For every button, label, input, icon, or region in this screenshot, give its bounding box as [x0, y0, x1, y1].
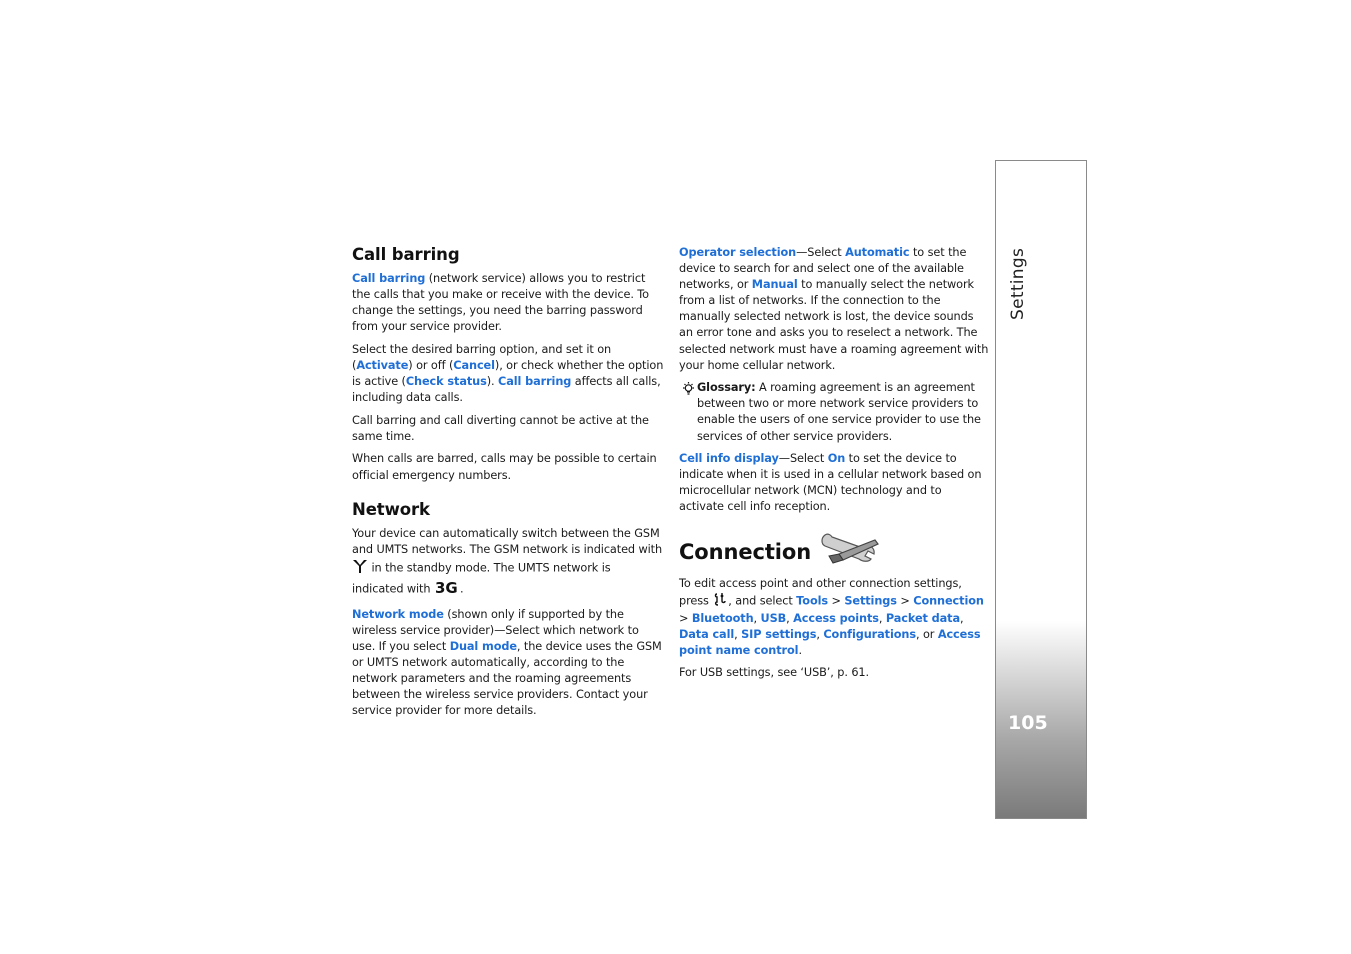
keyword-check-status: Check status — [405, 375, 487, 389]
separator: , or — [915, 627, 938, 641]
connection-paragraph-2: For USB settings, see ‘USB’, p. 61. — [679, 666, 870, 680]
text: —Select — [778, 452, 828, 466]
keyword-configurations: Configurations — [823, 627, 916, 641]
keyword-on: On — [827, 452, 846, 466]
text: (network service) allows you to restrict the calls that you make or receive with the device. To change the settings, you need the barring password from your service provider. — [352, 272, 649, 334]
call-barring-paragraph-3: Call barring and call diverting cannot be active at the same time. — [352, 413, 649, 443]
keyword-sip-settings: SIP settings — [741, 627, 817, 641]
keyword-data-call: Data call — [679, 627, 735, 641]
text: to set the device to search for and select one of the available networks, or — [679, 246, 967, 292]
text: affects all calls, including data calls. — [352, 375, 661, 405]
separator: , — [734, 627, 742, 641]
separator: > — [896, 594, 914, 608]
connection-paragraph-1 — [679, 576, 989, 659]
separator: , — [753, 611, 761, 625]
page-number: 105 — [1008, 712, 1048, 734]
network-paragraph-4 — [679, 451, 989, 515]
keyword-network-mode: Network mode — [352, 607, 444, 621]
connection-heading-row — [679, 532, 989, 572]
text: to manually select the network from a list of networks. If the connection to the manually selected network is lost, the device sounds an error tone and asks you to reselect a network. The selected network must have a roaming agreement with your home cellular network. — [679, 278, 989, 372]
text: . — [798, 643, 802, 657]
keyword-manual: Manual — [751, 278, 798, 292]
text: A roaming agreement is an agreement between two or more network service providers to enable the users of one service provider to use the services of other service providers. — [697, 381, 981, 443]
connection-heading: Connection — [679, 539, 812, 564]
tools-wrench-icon — [819, 532, 881, 572]
text: (shown only if supported by the wireless service provider)—Select which network to use. If you select — [352, 607, 639, 653]
network-paragraph-1 — [352, 526, 664, 600]
text: ). — [486, 375, 499, 389]
network-paragraph-3 — [679, 245, 989, 374]
separator: , — [816, 627, 824, 641]
network-paragraph-2 — [352, 607, 664, 720]
umts-3g-icon — [434, 579, 460, 600]
text: ) or off ( — [408, 358, 454, 372]
keyword: Call barring — [352, 272, 426, 285]
keyword-bluetooth: Bluetooth — [691, 611, 754, 625]
menu-key-icon — [712, 592, 728, 611]
section-tab-label: Settings — [1008, 247, 1028, 320]
separator: , — [878, 611, 886, 625]
keyword-connection: Connection — [913, 594, 984, 608]
text: To edit access point and other connection settings, press — [679, 576, 962, 608]
keyword-activate: Activate — [356, 358, 409, 372]
right-column — [679, 245, 989, 688]
keyword-access-points: Access points — [793, 611, 879, 625]
text: ), or check whether the option is active ( — [352, 358, 664, 389]
glossary-tip — [679, 380, 989, 444]
keyword-access-point-name-control: Access point name control — [679, 627, 981, 657]
call-barring-heading: Call barring — [352, 245, 460, 264]
keyword-automatic: Automatic — [845, 246, 910, 259]
svg-text:3G: 3G — [434, 578, 458, 595]
keyword-dual-mode: Dual mode — [449, 639, 517, 653]
glossary-label: Glossary: — [697, 381, 756, 395]
text: to set the device to indicate when it is used in a cellular network based on microcellular network (MCN) technology and to activate cell info reception. — [679, 452, 982, 514]
gsm-antenna-icon — [352, 558, 368, 579]
text: , and select — [728, 594, 797, 608]
call-barring-paragraph-1 — [352, 271, 664, 335]
call-barring-paragraph-4: When calls are barred, calls may be possible to certain official emergency numbers. — [352, 452, 657, 482]
keyword-cell-info-display: Cell info display — [679, 452, 779, 466]
text: Select the desired barring option, and set it on ( — [352, 342, 612, 372]
separator: > — [679, 611, 692, 625]
lightbulb-icon — [681, 381, 696, 401]
call-barring-paragraph-2 — [352, 342, 664, 406]
keyword-packet-data: Packet data — [885, 611, 960, 625]
text: . — [459, 582, 464, 596]
keyword-usb: USB — [760, 611, 787, 625]
keyword-tools: Tools — [796, 594, 828, 608]
text: , the device uses the GSM or UMTS network automatically, according to the network parameters and the roaming agreements between the wireless service providers. Contact your service provider for more details. — [352, 639, 662, 718]
keyword-call-barring: Call barring — [498, 375, 572, 389]
keyword-cancel: Cancel — [453, 358, 495, 372]
network-heading: Network — [352, 499, 430, 519]
keyword-operator-selection: Operator selection — [679, 246, 797, 259]
separator: > — [828, 594, 845, 608]
text: —Select — [796, 246, 846, 259]
text: in the standby mode. The UMTS network is indicated with — [352, 561, 611, 596]
text: Your device can automatically switch between the GSM and UMTS networks. The GSM network is indicated with — [352, 526, 663, 556]
keyword-settings: Settings — [844, 594, 897, 608]
left-column — [352, 245, 664, 726]
separator: , — [786, 611, 794, 625]
separator: , — [960, 611, 964, 625]
